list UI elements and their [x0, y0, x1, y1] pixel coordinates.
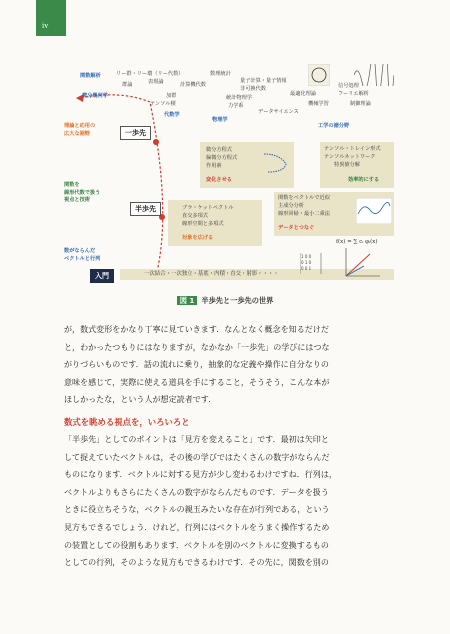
caption-text: 半歩先と一歩先の世界 — [201, 296, 274, 305]
text-line: ものになります．ベクトルに対する見方が少し変わるわけですね．行列は， — [64, 470, 337, 480]
note-line: 視点と技術 — [64, 197, 90, 203]
text-line: して捉えていたベクトルは，その後の学びではたくさんの数字がならんだ — [64, 452, 330, 462]
note-line: 理論と応用の — [64, 123, 96, 129]
box-line: ブラ・ケットベクトル — [182, 205, 234, 211]
box-line: 直交多項式 — [182, 213, 208, 219]
level-half-step: 半歩先 — [130, 202, 161, 216]
figure-caption — [0, 296, 450, 306]
text-line: と，わかったつもりにはなりますが，なかなか「一歩先」の学びにはつな — [64, 342, 330, 352]
box-line: 主成分分析 — [278, 203, 304, 209]
wave-illustration — [356, 198, 392, 224]
circle-illustration — [308, 64, 330, 86]
box-tensor — [320, 142, 394, 188]
text-line: ときに役立ちそうな，ベクトルの親玉みたいな存在が行列である，という — [64, 505, 330, 515]
text-line: がりづらいものです．話の流れに乗り，抽象的な定義や操作に自分なりの — [64, 360, 329, 370]
note-line: 広大な裾野 — [64, 131, 90, 137]
note-line: 関数を — [64, 182, 80, 188]
box-data — [274, 192, 394, 236]
term: 力学系 — [228, 103, 244, 109]
term: フーリエ解析 — [338, 91, 369, 97]
box-line: 線形回帰・最小二乗法 — [278, 211, 330, 217]
paragraph-intro — [64, 321, 389, 409]
axes-illustration — [340, 246, 384, 280]
box-line: 関数をベクトルで近似 — [278, 195, 330, 201]
box-line: 作用素 — [206, 163, 222, 169]
term: 制御理論 — [350, 101, 371, 107]
box-line: テンソル・トレイン形式 — [324, 146, 381, 152]
svg-text:0 0 1: 0 0 1 — [301, 266, 312, 271]
text-line: ベクトルよりもさらにたくさんの数字がならんだものです．データを扱う — [64, 487, 329, 497]
term: 機械学習 — [308, 101, 329, 107]
paragraph-body — [64, 431, 389, 572]
term: 数理統計 — [210, 71, 231, 77]
level-step-ahead: 一歩先 — [120, 126, 151, 140]
text-line: 意味を感じて，実際に使える道具を手にすること，そうそう，こんな本が — [64, 377, 330, 387]
box-tag: 効率的にする — [348, 177, 380, 183]
box-line: 特異値分解 — [334, 162, 360, 168]
text-line: 「半歩先」としてのポイントは「見方を変えること」です．最初は矢印と — [64, 435, 329, 444]
term: 関数解析 — [80, 73, 101, 79]
term: リー群・リー環（リー代数） — [116, 71, 184, 77]
curve-illustration — [262, 150, 290, 176]
svg-text:1 0 0: 1 0 0 — [301, 254, 312, 259]
note-line: 線形代数で扱う — [64, 189, 101, 196]
box-bra-ket — [168, 200, 262, 246]
figure-diagram — [60, 62, 394, 287]
note-line: ベクトルと行列 — [64, 255, 101, 262]
box-line: テンソルネットワーク — [324, 154, 376, 160]
text-line: が，数式変形をかなり丁寧に見ていきます．なんとなく概念を知るだけだ — [64, 325, 329, 334]
box-line: 微分方程式 — [206, 147, 232, 153]
box-line: 線形空間と多項式 — [182, 221, 224, 227]
note-line: 数がならんだ — [64, 248, 96, 254]
term: 量子計算・量子情報 — [240, 78, 287, 84]
formula: f(x) = ∑ cᵢ φᵢ(x) — [336, 239, 378, 245]
matrix-illustration — [300, 252, 322, 276]
term: 計算機代数 — [180, 82, 206, 88]
box-line: 偏微分方程式 — [206, 155, 238, 161]
term: 工学の諸分野 — [318, 123, 350, 129]
basic-terms: 一次結合・一次独立・基底・内積・直交・射影・・・・ — [144, 271, 279, 277]
note-step-ahead — [64, 122, 95, 138]
signal-illustration — [354, 64, 394, 86]
term: 物理学 — [212, 117, 228, 123]
term: 微分幾何学 — [82, 93, 108, 99]
term: 信号処理 — [338, 83, 359, 89]
note-entry — [64, 248, 100, 263]
term: 最適化理論 — [290, 91, 316, 97]
note-half-step — [64, 182, 100, 205]
text-line: の装置としての役割もあります．ベクトルを別のベクトルに変換するもの — [64, 540, 329, 550]
box-tag: 対象を広げる — [182, 235, 214, 241]
box-tag: データとつなぐ — [278, 225, 315, 231]
box-differential — [200, 142, 294, 188]
term: 代数学 — [164, 112, 180, 118]
box-tag: 変化させる — [206, 177, 232, 183]
chapter-tab — [36, 0, 66, 36]
svg-text:0 1 0: 0 1 0 — [301, 260, 312, 265]
term: データサイエンス — [258, 109, 299, 115]
term: テンソル積 — [150, 101, 176, 107]
caption-number: 図 1 — [177, 296, 198, 305]
text-line: としての行列，そのような見方もできるわけです．その先に，関数を別の — [64, 558, 329, 568]
text-line: 見方もできるでしょう．けれど，行列にはベクトルをうまく操作するため — [64, 522, 330, 532]
term: 統計物理学 — [226, 95, 252, 101]
page-number: iv — [42, 21, 49, 30]
section-heading: 数式を眺める視点を，いろいろと — [64, 417, 190, 427]
term: 群論 — [122, 82, 133, 88]
level-entry: 入門 — [90, 269, 114, 283]
term: 加群 — [166, 93, 177, 99]
term: 非可換代数 — [240, 86, 266, 92]
term: 表現論 — [148, 79, 164, 85]
text-line: ほしかったな，という人が想定読者です． — [64, 395, 217, 405]
